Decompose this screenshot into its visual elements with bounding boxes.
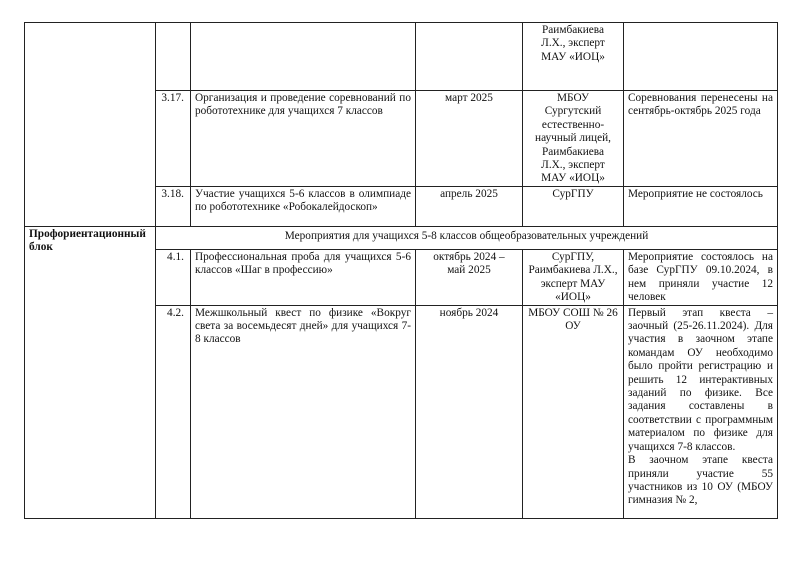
responsible-cell: МБОУ СОШ № 26 ОУ (523, 305, 624, 518)
row-number: 4.1. (156, 250, 191, 306)
row-number: 3.17. (156, 91, 191, 187)
result-cell: Соревнования перенесены на сентябрь-октябрь 2025 года (624, 91, 778, 187)
row-number: 4.2. (156, 305, 191, 518)
date-cell: ноябрь 2024 (416, 305, 523, 518)
row-number: 3.18. (156, 187, 191, 227)
responsible-cell: МБОУ Сургутский естественно-научный лицей, Раимбакиева Л.Х., эксперт МАУ «ИОЦ» (523, 91, 624, 187)
result-cell: Мероприятие не состоялось (624, 187, 778, 227)
responsible-cell: СурГПУ (523, 187, 624, 227)
result-cell (624, 23, 778, 91)
block-cell-empty (25, 23, 156, 227)
table-row (25, 227, 778, 250)
result-cell (624, 305, 778, 518)
date-cell: октябрь 2024 – май 2025 (416, 250, 523, 306)
section-subheader: Мероприятия для учащихся 5-8 классов общеобразовательных учреждений (156, 227, 778, 250)
report-table (24, 22, 778, 519)
date-cell (416, 23, 523, 91)
result-paragraph: В заочном этапе квеста приняли участие 55 участников из 10 ОУ (МБОУ гимназия № 2, (628, 454, 773, 507)
responsible-cell: Раимбакиева Л.Х., эксперт МАУ «ИОЦ» (523, 23, 624, 91)
event-cell: Участие учащихся 5-6 классов в олимпиаде по робототехнике «Робокалейдоскоп» (191, 187, 416, 227)
row-number (156, 23, 191, 91)
date-cell: апрель 2025 (416, 187, 523, 227)
table-row (25, 23, 778, 91)
event-cell (191, 23, 416, 91)
responsible-cell: СурГПУ, Раимбакиева Л.Х., эксперт МАУ «ИОЦ» (523, 250, 624, 306)
event-cell: Профессиональная проба для учащихся 5-6 классов «Шаг в профессию» (191, 250, 416, 306)
block-title: Профориентационный блок (25, 227, 156, 519)
result-paragraph: Первый этап квеста – заочный (25-26.11.2024). Для участия в заочном этапе командам ОУ необходимо было пройти регистрацию и решить 12 интерактивных заданий по физике. Все задания составлены в соответствии с программным материалом по физике для учащихся 7-8 классов. (628, 306, 773, 453)
result-cell: Мероприятие состоялось на базе СурГПУ 09.10.2024, в нем приняли участие 12 человек (624, 250, 778, 306)
event-cell: Организация и проведение соревнований по робототехнике для учащихся 7 классов (191, 91, 416, 187)
date-cell: март 2025 (416, 91, 523, 187)
event-cell: Межшкольный квест по физике «Вокруг света за восемьдесят дней» для учащихся 7-8 классов (191, 305, 416, 518)
